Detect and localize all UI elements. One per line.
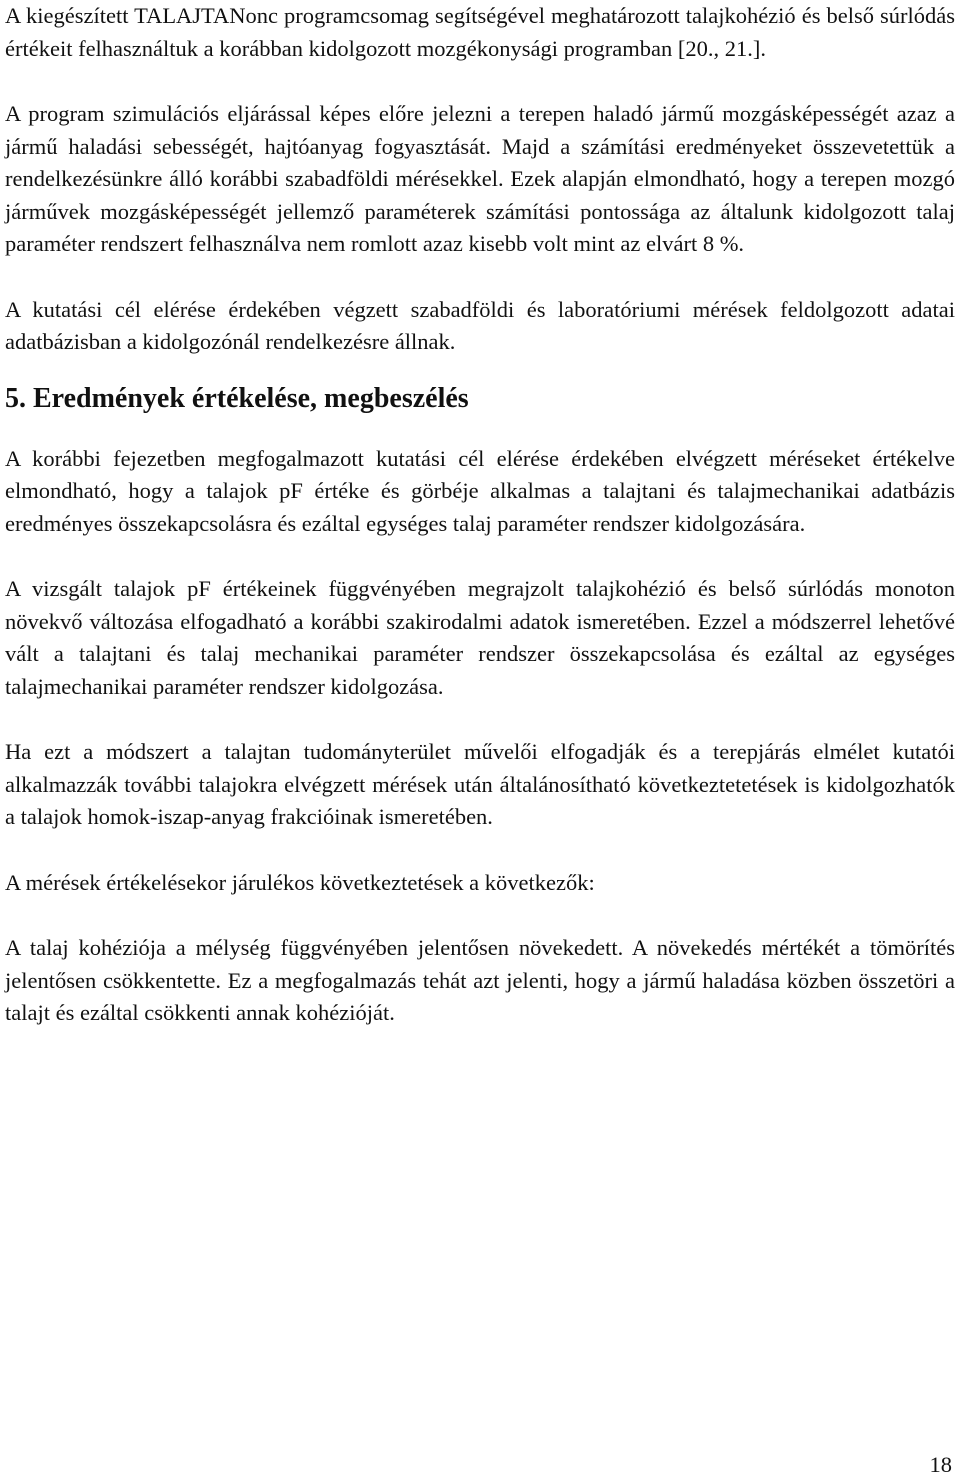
paragraph-evaluation: A korábbi fejezetben megfogalmazott kutatási cél elérése érdekében elvégzett méréseket értékelve elmondható, hogy a talajok pF értéke és görbéje alkalmas a talajtani és talajmechanikai adatbázis eredményes összekapcsolásra és ezáltal egységes talaj paraméter rendszer kidolgozására. (5, 445, 955, 536)
paragraph-database: A kutatási cél elérése érdekében végzett szabadföldi és laboratóriumi mérések feldolgozott adatai adatbázisban a kidolgozónál rendelkezésre állnak. (5, 296, 955, 354)
paragraph-spacer (5, 65, 955, 98)
paragraph-talajtanonc: A kiegészített TALAJTANonc programcsomag segítségével meghatározott talajkohézió és belső súrlódás értékeit felhasználtuk a korábban kidolgozott mozgékonysági programban [20., 21.]. (5, 3, 955, 61)
paragraph-spacer (5, 834, 955, 867)
section-heading: 5. Eredmények értékelése, megbeszélés (5, 382, 469, 414)
paragraph-spacer (5, 703, 955, 736)
heading-spacer (5, 359, 955, 381)
heading-spacer (5, 417, 955, 443)
page-number: 18 (929, 1452, 952, 1477)
paragraph-spacer (5, 261, 955, 294)
paragraph-additional-conclusions: A mérések értékelésekor járulékos következtetések a következők: (5, 869, 595, 895)
paragraph-spacer (5, 899, 955, 932)
paragraph-simulation: A program szimulációs eljárással képes előre jelezni a terepen haladó jármű mozgásképességét azaz a jármű haladási sebességét, hajtóanyag fogyasztását. Majd a számítási eredményeket összevetettük a rendelkezésünkre álló korábbi szabadföldi mérésekkel. Ezek alapján elmondható, hogy a terepen mozgó járművek mozgásképességét jellemző paraméterek számítási pontossága az általunk kidolgozott talaj paraméter rendszert felhasználva nem romlott azaz kisebb volt mint az elvárt 8 %. (5, 101, 955, 256)
paragraph-soil-cohesion: A talaj kohéziója a mélység függvényében jelentősen növekedett. A növekedés mértékét a tömörítés jelentősen csökkentette. Ez a megfogalmazás tehát azt jelenti, hogy a jármű haladása közben összetöri a talajt és ezáltal csökkenti annak kohézióját. (5, 935, 955, 1025)
document-page (5, 0, 955, 1030)
paragraph-method-adoption: Ha ezt a módszert a talajtan tudományterület művelői elfogadják és a terepjárás elmélet kutatói alkalmazzák további talajokra elvégzett mérések után általánosítható következtetetések is kidolgozhatók a talajok homok-iszap-anyag frakcióinak ismeretében. (5, 739, 955, 829)
paragraph-spacer (5, 540, 955, 573)
paragraph-cohesion-friction: A vizsgált talajok pF értékeinek függvényében megrajzolt talajkohézió és belső súrlódás monoton növekvő változása elfogadható a korábbi szakirodalmi adatok ismeretében. Ezzel a módszerrel lehetővé vált a talajtani és talaj mechanikai paraméter rendszer összekapcsolása és ezáltal az egységes talajmechanikai paraméter rendszer kidolgozása. (5, 576, 955, 699)
